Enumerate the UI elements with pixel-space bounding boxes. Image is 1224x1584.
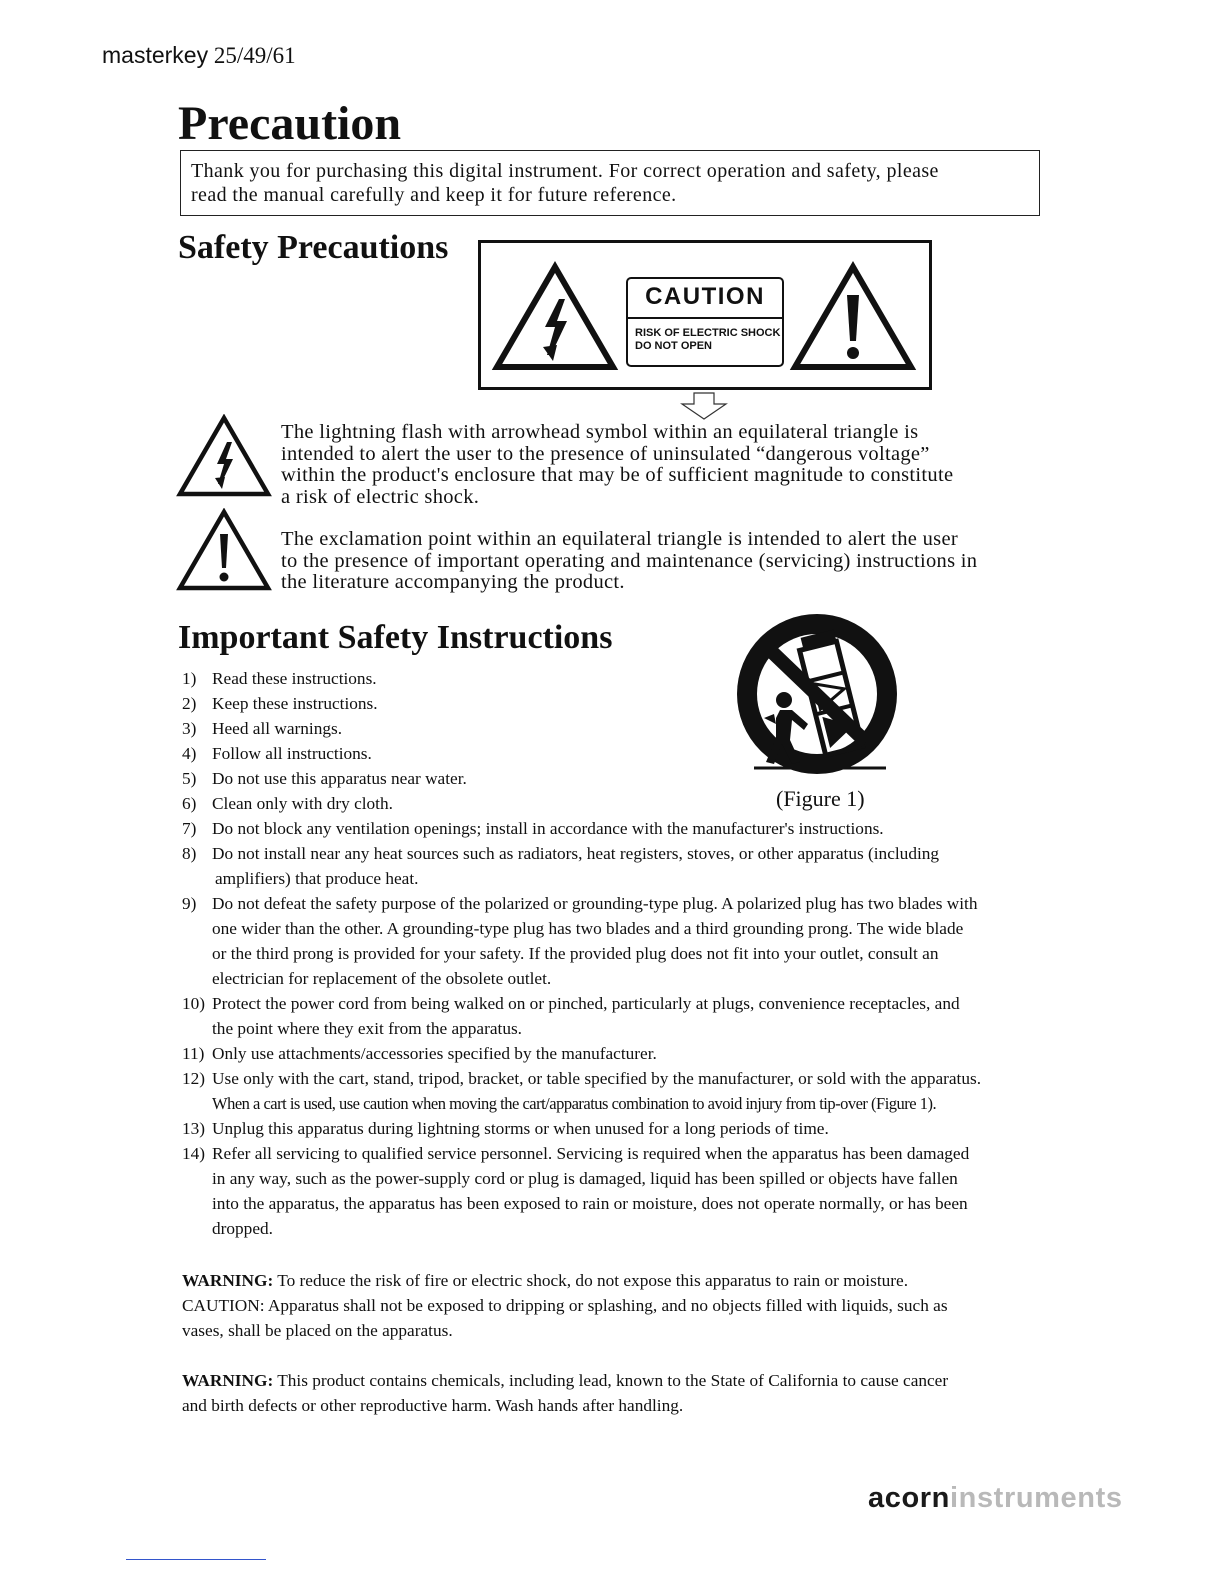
page-title: Precaution: [178, 97, 402, 150]
instructions-list: [182, 666, 1052, 1241]
header-models: 25/49/61: [213, 43, 296, 68]
list-item-text: Use only with the cart, stand, tripod, bracket, or table specified by the manufacturer, or sold with the apparatus.: [212, 1069, 982, 1088]
exclamation-description: [281, 529, 1041, 594]
list-item-text: Protect the power cord from being walked on or pinched, particularly at plugs, convenience receptacles, and: [212, 994, 960, 1013]
lightning-line-1: The lightning flash with arrowhead symbol within an equilateral triangle is: [281, 421, 919, 443]
lightning-line-4: a risk of electric shock.: [281, 485, 480, 508]
header-brand: masterkey: [102, 42, 209, 68]
caution-label: [626, 277, 784, 367]
header-model: [102, 42, 296, 69]
logo-part-1: acorn: [868, 1482, 950, 1514]
intro-box: [180, 150, 1040, 216]
caution-line-2: vases, shall be placed on the apparatus.: [182, 1321, 453, 1340]
list-item-text: the point where they exit from the apparatus.: [212, 1019, 522, 1038]
list-item-text: Heed all warnings.: [212, 719, 343, 738]
warning-label: WARNING:: [182, 1371, 274, 1390]
list-item: [182, 891, 1052, 991]
warning-label: WARNING:: [182, 1271, 274, 1290]
warning-text: To reduce the risk of fire or electric shock, do not expose this apparatus to rain or moisture.: [273, 1271, 909, 1290]
list-item-text: dropped.: [212, 1219, 273, 1238]
exclamation-triangle-icon: [176, 508, 272, 592]
list-item: [182, 841, 1052, 891]
exclamation-line-3: the literature accompanying the product.: [281, 571, 625, 593]
lightning-line-3: within the product's enclosure that may be of sufficient magnitude to constitute: [281, 464, 954, 486]
list-item: [182, 766, 1052, 791]
caution-word: CAUTION: [645, 283, 765, 310]
footer-divider: [126, 1559, 266, 1560]
list-item-text: Clean only with dry cloth.: [212, 794, 393, 813]
list-item: [182, 691, 1052, 716]
list-item: [182, 816, 1052, 841]
safety-heading: Safety Precautions: [178, 229, 449, 266]
caution-divider: [628, 317, 782, 319]
list-item-number: 13): [182, 1119, 206, 1138]
list-item-number: 10): [182, 994, 206, 1013]
list-item-text: Only use attachments/accessories specified by the manufacturer.: [212, 1044, 657, 1063]
caution-line-1: CAUTION: Apparatus shall not be exposed to dripping or splashing, and no objects filled with liquids, such as: [182, 1296, 948, 1315]
list-item-number: 14): [182, 1144, 206, 1163]
list-item-text: electrician for replacement of the obsolete outlet.: [212, 969, 552, 988]
list-item-text: When a cart is used, use caution when moving the cart/apparatus combination to avoid injury from tip-over (Figure 1).: [212, 1094, 937, 1113]
intro-line-1: Thank you for purchasing this digital instrument. For correct operation and safety, please: [191, 160, 939, 182]
list-item-number: 7): [182, 819, 197, 838]
list-item: [182, 716, 1052, 741]
caution-subtext-line-2: DO NOT OPEN: [635, 340, 713, 352]
list-item-number: 8): [182, 844, 197, 863]
list-item: [182, 991, 1052, 1041]
warning-text: This product contains chemicals, including lead, known to the State of California to cause cancer: [273, 1371, 949, 1390]
list-item: [182, 1066, 1052, 1116]
caution-subtext-line-1: RISK OF ELECTRIC SHOCK: [635, 327, 781, 339]
list-item-text: Do not install near any heat sources such as radiators, heat registers, stoves, or other apparatus (including: [212, 844, 940, 863]
list-item-text: one wider than the other. A grounding-type plug has two blades and a third grounding prong. The wide blade: [212, 919, 964, 938]
lightning-line-2: intended to alert the user to the presence of uninsulated “dangerous voltage”: [281, 442, 930, 465]
list-item-text: in any way, such as the power-supply cord or plug is damaged, liquid has been spilled or objects have fallen: [212, 1169, 958, 1188]
lightning-description: [281, 422, 1041, 508]
list-item: [182, 741, 1052, 766]
warning-line-2: and birth defects or other reproductive harm. Wash hands after handling.: [182, 1396, 684, 1415]
instructions-heading: Important Safety Instructions: [178, 619, 613, 656]
exclamation-triangle-icon: [789, 261, 917, 373]
list-item: [182, 1141, 1052, 1241]
exclamation-line-2: to the presence of important operating and maintenance (servicing) instructions in: [281, 549, 978, 572]
list-item-number: 9): [182, 894, 197, 913]
warning-line: [182, 1268, 1042, 1293]
exclamation-line-1: The exclamation point within an equilateral triangle is intended to alert the user: [281, 528, 958, 550]
list-item-text: Follow all instructions.: [212, 744, 372, 763]
figure-caption: (Figure 1): [776, 786, 865, 811]
list-item-number: 12): [182, 1069, 206, 1088]
lightning-triangle-icon: [176, 414, 272, 498]
list-item: [182, 1116, 1052, 1141]
list-item-text: or the third prong is provided for your safety. If the provided plug does not fit into your outlet, consult an: [212, 944, 939, 963]
warning-line: [182, 1368, 1042, 1393]
list-item: [182, 791, 1052, 816]
list-item-text: Do not block any ventilation openings; install in accordance with the manufacturer's instructions.: [212, 819, 884, 838]
list-item-number: 4): [182, 744, 197, 763]
intro-line-2: read the manual carefully and keep it for future reference.: [191, 184, 677, 206]
list-item: [182, 1041, 1052, 1066]
list-item-text: Do not use this apparatus near water.: [212, 769, 467, 788]
down-arrow-icon: [680, 392, 728, 420]
list-item-text: Read these instructions.: [212, 669, 377, 688]
list-item-number: 2): [182, 694, 197, 713]
list-item-number: 1): [182, 669, 197, 688]
list-item-text: Refer all servicing to qualified service personnel. Servicing is required when the apparatus has been damaged: [212, 1144, 970, 1163]
list-item-number: 3): [182, 719, 197, 738]
logo-part-2: instruments: [949, 1482, 1123, 1514]
lightning-triangle-icon: [491, 261, 619, 373]
caution-subtext: [635, 327, 780, 353]
list-item-text: amplifiers) that produce heat.: [215, 869, 419, 888]
list-item-text: into the apparatus, the apparatus has been exposed to rain or moisture, does not operate normally, or has been: [212, 1194, 968, 1213]
list-item-number: 11): [182, 1044, 205, 1063]
list-item-number: 6): [182, 794, 197, 813]
list-item: [182, 666, 1052, 691]
list-item-number: 5): [182, 769, 197, 788]
list-item-text: Do not defeat the safety purpose of the polarized or grounding-type plug. A polarized plug has two blades with: [212, 894, 978, 913]
list-item-text: Keep these instructions.: [212, 694, 378, 713]
warning-block-1: [182, 1268, 1042, 1343]
list-item-text: Unplug this apparatus during lightning storms or when unused for a long periods of time.: [212, 1119, 829, 1138]
warning-block-2: [182, 1368, 1042, 1418]
caution-panel: [478, 240, 932, 390]
acorn-instruments-logo: [868, 1482, 1123, 1515]
